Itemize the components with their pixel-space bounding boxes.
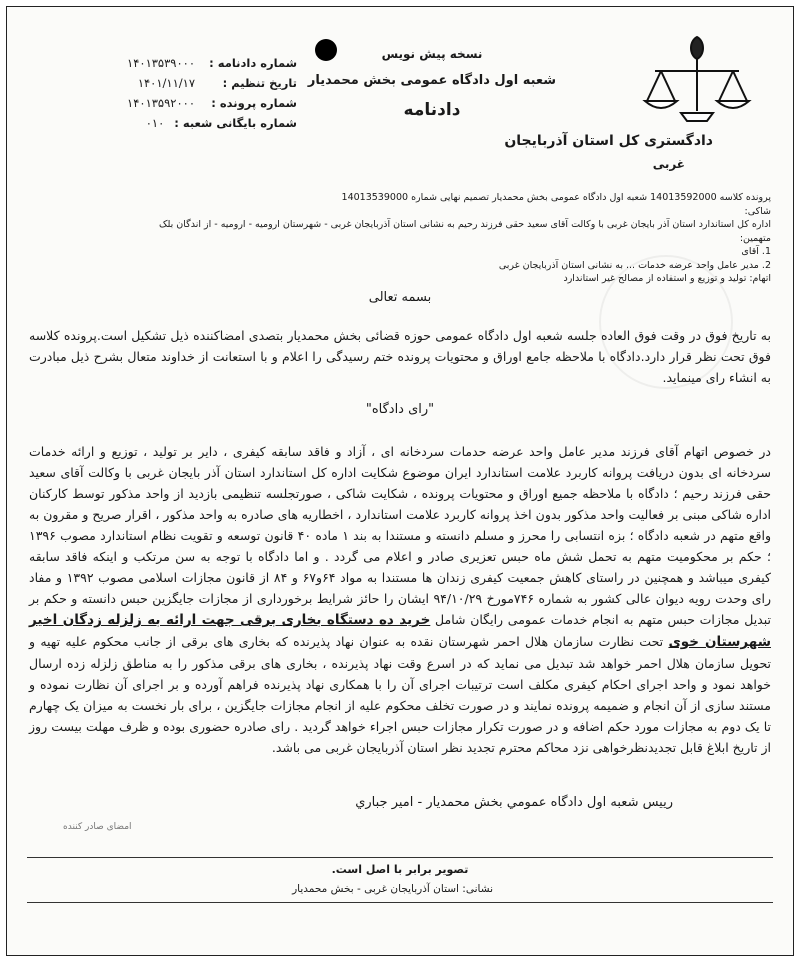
meta-row [47, 53, 297, 73]
certified-copy-note: تصویر برابر با اصل است. [331, 863, 469, 876]
bismillah-heading: بسمه تعالی [368, 290, 432, 305]
intro-paragraph: به تاریخ فوق در وقت فوق العاده جلسه شعبه اول دادگاه عمومی حوزه قضائی بخش محمدیار بتصدی امضاکننده ذیل تشکیل است.پرونده کلاسه فوق تحت نظر قرار دارد.دادگاه با ملاحظه جامع اوراق و محتویات پرونده ختم رسیدگی را اعلام و با استعانت از خداوند متعال بشرح ذیل مبادرت به انشاء رای مینماید. [29, 328, 771, 385]
signer-name: رییس شعبه اول دادگاه عمومي بخش محمديار - امير جباري [355, 795, 673, 810]
meta-row [47, 113, 297, 133]
meta-value: ۱۴۰۱/۱۱/۱۷ [137, 76, 195, 90]
court-name-sub: غربی [652, 157, 685, 171]
meta-value: ۱۴۰۱۳۵۹۲۰۰۰ [127, 96, 195, 110]
verdict-text-after: تحت نظارت سازمان هلال احمر شهرستان نقده به عنوان نهاد پذیرنده که بخاری های برقی از جانب محکوم علیه تهیه و تحویل سازمان هلال احمر خواهد شد تبدیل می نماید که در اسرع وقت نهاد پذیرنده ، بخاری های برقی مذکور را به مناطق زلزله زده ارسال خواهد نمود و واحد اجرای احکام کیفری مکلف است ترتیبات اجرای آن را با همکاری نهاد پذیرنده فراهم آورده و بر اجرای آن نظارت نموده و مستند سازی از آن انجام و ضمیمه پرونده نمایند و در صورت تخلف محکوم علیه از انجام مجازات جایگزین ، برای بار نخست به میزان یک چهارم تا یک دوم به مجازات مورد حکم اضافه و در صورت تکرار مجازات حبس اجراء خواهد گردید . رای صادره حضوری بوده و ظرف مهلت بیست روز از تاریخ ابلاغ قابل تجدیدنظرخواهی نزد محاکم محترم تجدید نظر استان آذربایجان غربی می باشد. [29, 634, 771, 755]
judiciary-scales-emblem-icon [637, 29, 757, 129]
meta-label: شماره بایگانی شعبه : [174, 116, 297, 130]
meta-value: ۰۱۰ [145, 116, 165, 130]
meta-label: شماره پرونده : [211, 96, 297, 110]
case-info-line: شاکی: [744, 205, 771, 217]
footer-divider [27, 902, 773, 903]
copy-type-label: نسخه پیش نویس [381, 47, 483, 61]
case-info-line: اتهام: تولید و توزیع و استفاده از مصالح غیر استاندارد [563, 273, 771, 284]
case-info-line: 1. آقای [741, 246, 771, 257]
meta-label: تاریخ تنظیم : [222, 76, 297, 90]
verdict-paragraph [29, 441, 771, 758]
meta-row [47, 93, 297, 113]
verdict-text-before: در خصوص اتهام آقای فرزند مدیر عامل واحد عرضه حدمات سردخانه ای ، آزاد و فاقد سابقه کیفری ، دایر بر تولید ، توزیع و ارائه خدمات سردخانه ای بدون دریافت پروانه کاربرد علامت استاندارد ایران موضوع شکایت اداره کل استاندارد استان آذر بایجان غربی با وکالت آقای سعید حقی فرزند رحیم ؛ دادگاه با ملاحظه جمیع اوراق و محتویات پرونده ، شکایت شاکی ، صورتجلسه تنظیمی بازدید از واحد مذکور توسط کارکنان اداره شاکی مبنی بر فعالیت واحد مذکور بدون اخذ پروانه کاربرد علامت استاندارد ، اخطاریه های صادره به واحد مذکور ، اقرار صریح و مقرون به واقع متهم در شعبه دادگاه ؛ بزه انتسابی را محرز و مسلم دانسته و مستندا به بند ۱ ماده ۴۰ قانون توسعه و تقویت نظام استاندارد مصوب ۱۳۹۶ ؛ حکم بر محکومیت متهم به تحمل شش ماه حبس تعزیری صادر و اعلام می گردد . و اما دادگاه با توجه به سن مرتکب و اینکه فاقد سابقه کیفری میباشد و همچنین در راستای کاهش جمعیت کیفری زندان ها مستندا به مواد ۶۴و۶۷ و ۸۴ از قانون مجازات اسلامی مصوب ۱۳۹۲ و مفاد رای وحدت رویه دیوان عالی کشور به شماره ۷۴۶مورخ ۹۴/۱۰/۲۹ ایشان را حائز شرایط برخورداری از مجازات جایگزین حبس دانسته و حکم بر تبدیل مجازات حبس متهم به انجام خدمات عمومی رایگان شامل [29, 444, 772, 627]
meta-value: ۱۴۰۱۳۵۳۹۰۰۰ [127, 56, 195, 70]
verdict-title: "رای دادگاه" [365, 402, 435, 417]
case-info-line: اداره کل استاندارد استان آذر بایجان غربی با وکالت آقای سعید حقی فرزند رحیم به نشانی استان آذربایجان غربی - شهرستان ارومیه - ارومیه - از اندگان بلک [159, 219, 771, 230]
case-info-line: متهمین: [739, 232, 771, 244]
case-info-line: پرونده کلاسه 14013592000 شعبه اول دادگاه عمومی بخش محمدیار تصمیم نهایی شماره 14013539000 [341, 192, 771, 203]
branch-title: شعبه اول دادگاه عمومی بخش محمدیار [307, 73, 557, 88]
case-info-line: 2. مدیر عامل واحد عرضه خدمات ... به نشانی استان آذربایجان غربی [498, 259, 771, 271]
footer-divider [27, 857, 773, 858]
meta-row [47, 73, 297, 93]
meta-label: شماره دادنامه : [209, 56, 297, 70]
document-heading [307, 47, 557, 120]
court-verdict-document [6, 6, 794, 956]
footer-address: نشانی: استان آذربایجان غربی - بخش محمدیار [292, 883, 493, 895]
document-meta [47, 53, 297, 133]
verdict-highlight: خرید ده دستگاه بخاری برقی جهت ارائه به زلزله زدگان اخیر شهرستان خوی [29, 612, 771, 650]
court-name: دادگستری کل استان آذربایجان [504, 133, 713, 149]
signature-caption: امضای صادر کننده [63, 822, 132, 832]
document-title: دادنامه [403, 100, 461, 120]
